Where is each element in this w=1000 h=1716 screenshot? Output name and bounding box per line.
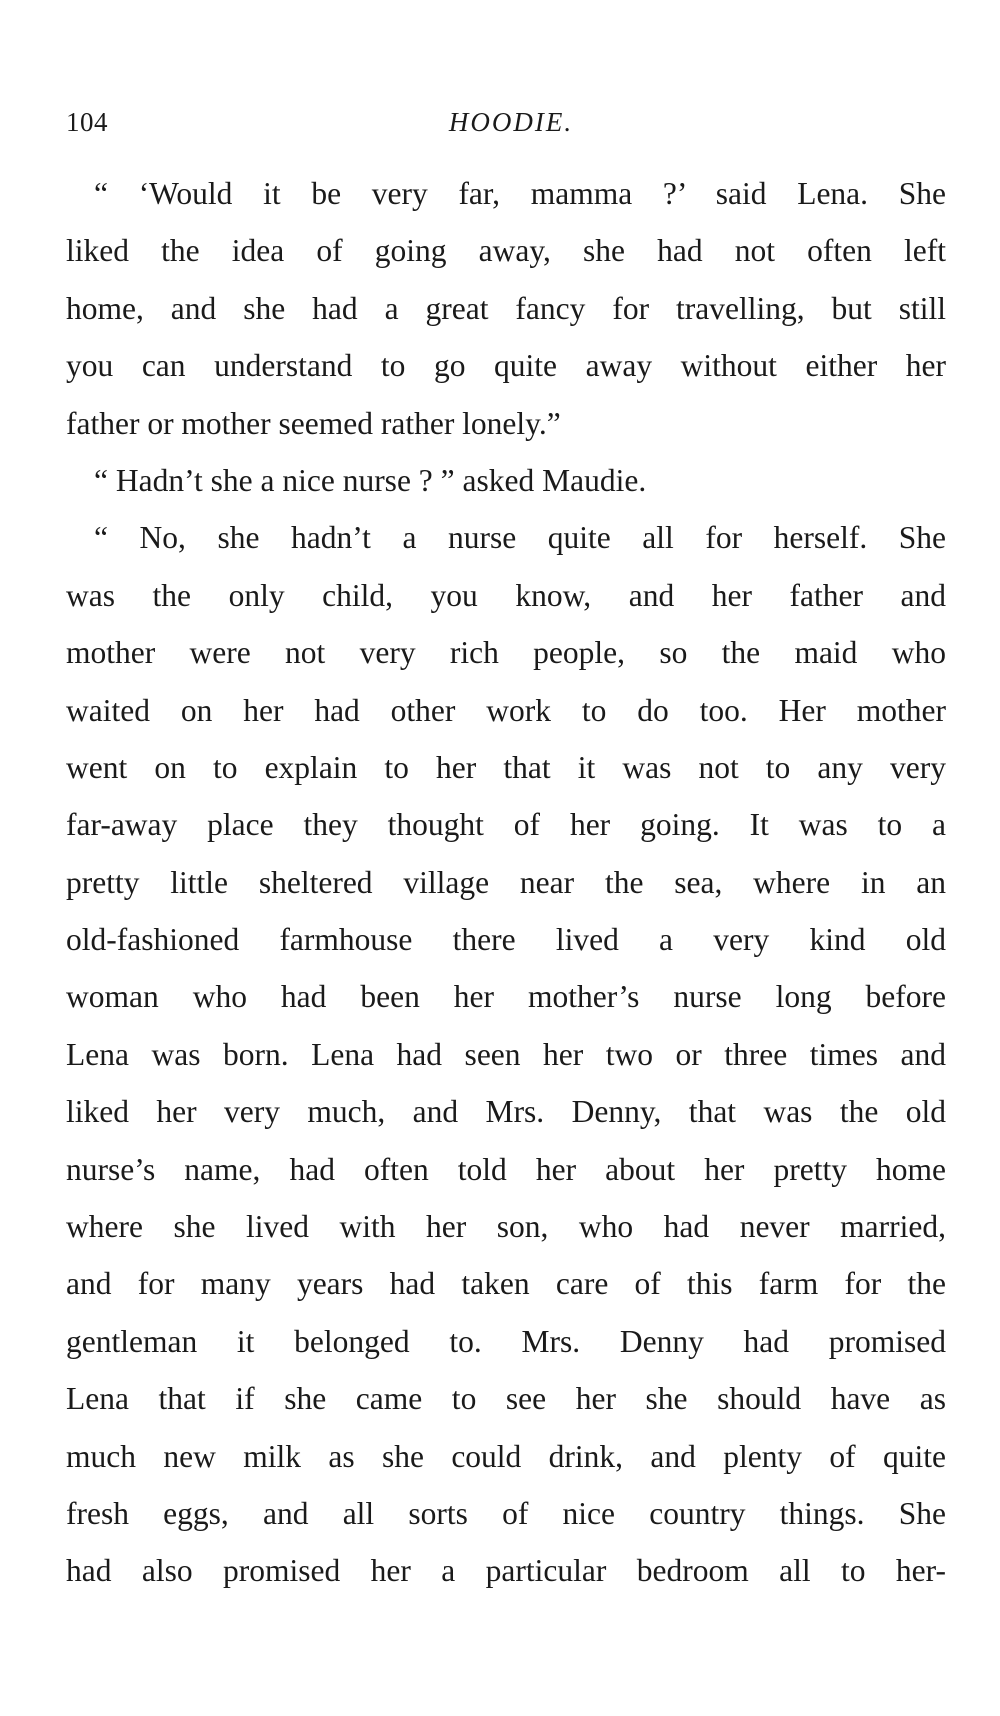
text-line: father or mother seemed rather lonely.”: [66, 405, 561, 441]
text-line: pretty little sheltered village near the sea, where in an: [66, 864, 946, 900]
body-text: [66, 165, 946, 1600]
text-line: Lena was born. Lena had seen her two or three times and: [66, 1036, 946, 1072]
text-line: “ No, she hadn’t a nurse quite all for herself. She: [94, 520, 946, 556]
text-line: and for many years had taken care of this farm for the: [66, 1266, 946, 1302]
text-line: gentleman it belonged to. Mrs. Denny had promised: [66, 1323, 946, 1359]
page-number: 104: [66, 107, 108, 137]
text-line: waited on her had other work to do too. Her mother: [66, 692, 946, 728]
text-line: far-away place they thought of her going. It was to a: [66, 807, 946, 843]
text-line: old-fashioned farmhouse there lived a very kind old: [66, 922, 946, 958]
text-line: “ Hadn’t she a nice nurse ? ” asked Maudie.: [94, 462, 647, 498]
text-line: where she lived with her son, who had never married,: [66, 1209, 946, 1245]
text-line: had also promised her a particular bedroom all to her-: [66, 1553, 946, 1589]
text-line: much new milk as she could drink, and plenty of quite: [66, 1438, 946, 1474]
text-line: went on to explain to her that it was not to any very: [66, 749, 946, 785]
text-line: home, and she had a great fancy for travelling, but still: [66, 290, 946, 326]
text-line: liked her very much, and Mrs. Denny, that was the old: [66, 1094, 946, 1130]
text-line: Lena that if she came to see her she should have as: [66, 1381, 946, 1417]
text-line: liked the idea of going away, she had not often left: [66, 233, 946, 269]
text-line: you can understand to go quite away without either her: [66, 348, 946, 384]
text-line: “ ‘Would it be very far, mamma ?’ said Lena. She: [94, 176, 946, 211]
running-head: [66, 102, 936, 142]
text-line: woman who had been her mother’s nurse long before: [66, 979, 946, 1015]
text-line: nurse’s name, had often told her about her pretty home: [66, 1151, 946, 1187]
running-title: HOODIE.: [448, 107, 574, 137]
text-line: was the only child, you know, and her father and: [66, 577, 946, 613]
text-line: fresh eggs, and all sorts of nice country things. She: [66, 1495, 946, 1531]
text-line: mother were not very rich people, so the maid who: [66, 635, 946, 671]
